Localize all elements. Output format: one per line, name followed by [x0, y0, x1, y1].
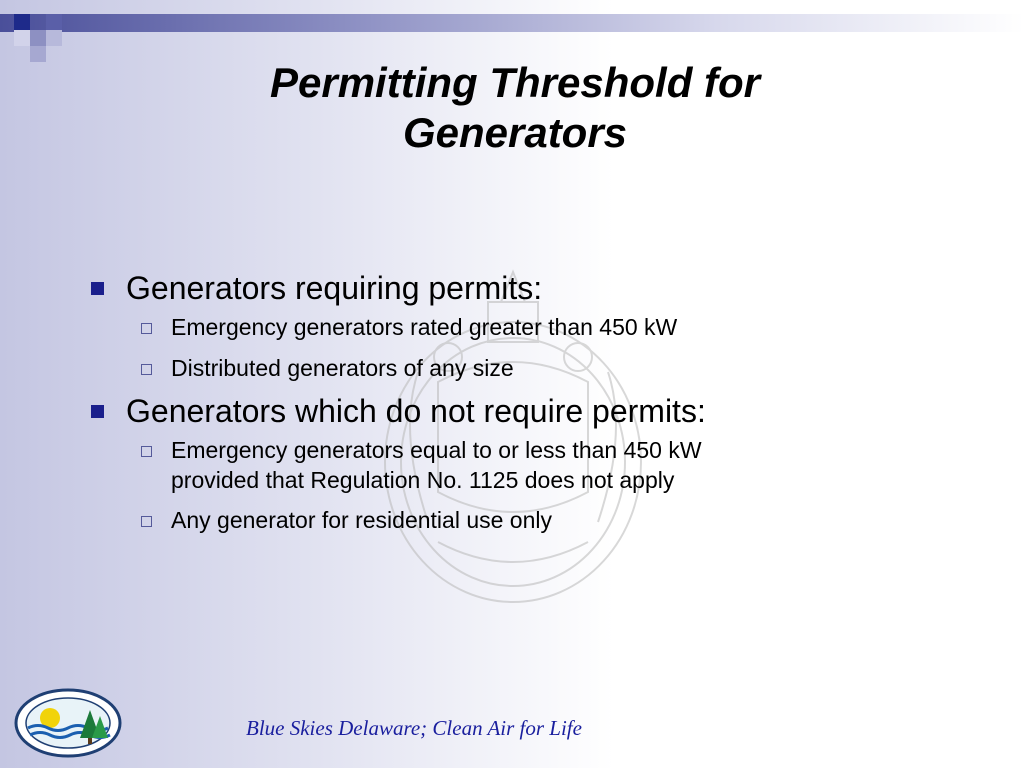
decor-square — [14, 14, 30, 30]
sub-bullet-item — [88, 312, 948, 342]
bullet-item — [88, 268, 948, 308]
sub-bullet-text: provided that Regulation No. 1125 does not apply — [171, 467, 675, 493]
bullet-list — [88, 268, 948, 535]
footer-slogan: Blue Skies Delaware; Clean Air for Life — [246, 716, 582, 740]
hollow-square-bullet-icon — [141, 364, 152, 375]
filled-square-bullet-icon — [91, 405, 104, 418]
bullet-text: Generators requiring permits: — [126, 270, 543, 306]
top-decorative-band — [0, 14, 1024, 32]
decor-square — [46, 14, 62, 30]
filled-square-bullet-icon — [91, 282, 104, 295]
bullet-item — [88, 391, 948, 431]
sub-bullet-text: Emergency generators equal to or less than 450 kW — [171, 437, 702, 463]
sub-bullet-text: Distributed generators of any size — [171, 355, 514, 381]
dnrec-logo-icon — [14, 688, 122, 758]
bullet-text: Generators which do not require permits: — [126, 393, 706, 429]
decor-square — [14, 30, 30, 46]
sub-bullet-continuation — [88, 465, 948, 495]
sub-bullet-text: Any generator for residential use only — [171, 507, 552, 533]
hollow-square-bullet-icon — [141, 446, 152, 457]
hollow-square-bullet-icon — [141, 516, 152, 527]
sub-bullet-item — [88, 435, 948, 465]
slide-title-line-2: Generators — [402, 109, 628, 156]
sub-bullet-item — [88, 353, 948, 383]
decor-square — [30, 46, 46, 62]
sub-bullet-item — [88, 505, 948, 535]
decor-square — [46, 30, 62, 46]
slide-title-line-1: Permitting Threshold for — [269, 59, 760, 106]
hollow-square-bullet-icon — [141, 323, 152, 334]
sub-bullet-text: Emergency generators rated greater than 450 kW — [171, 314, 678, 340]
slide-title — [180, 58, 850, 158]
decor-square — [30, 30, 46, 46]
